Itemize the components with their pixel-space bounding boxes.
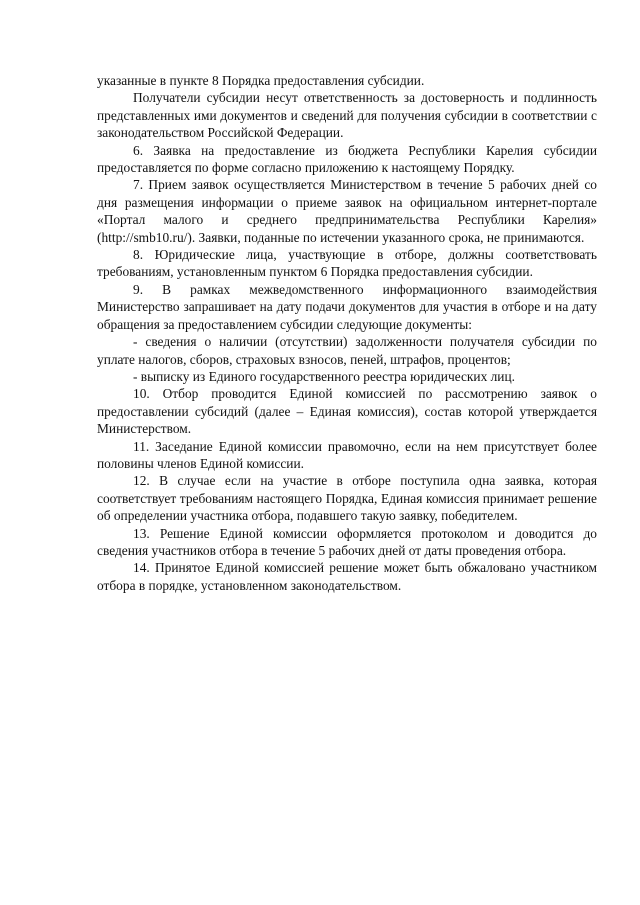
paragraph-item-6: 6. Заявка на предоставление из бюджета Республики Карелия субсидии предоставляется по форме согласно приложению к настоящему Порядку. bbox=[97, 142, 597, 176]
paragraph-item-8: 8. Юридические лица, участвующие в отборе, должны соответствовать требованиям, установленным пунктом 6 Порядка предоставления субсидии. bbox=[97, 247, 597, 280]
paragraph-item-9-bullet-2: - выписку из Единого государственного реестра юридических лиц. bbox=[133, 368, 515, 384]
paragraph-item-12: 12. В случае если на участие в отборе поступила одна заявка, которая соответствует требованиям настоящего Порядка, Единая комиссия принимает решение об определении участника отбора, подавшего такую заявку, победителем. bbox=[97, 473, 597, 524]
paragraph-item-13: 13. Решение Единой комиссии оформляется протоколом и доводится до сведения участников отбора в течение 5 рабочих дней от даты проведения отбора. bbox=[97, 525, 597, 558]
paragraph-item-10: 10. Отбор проводится Единой комиссией по рассмотрению заявок о предоставлении субсидий (далее – Единая комиссия), состав которой утверждается Министерством. bbox=[97, 386, 597, 437]
paragraph-item-9: 9. В рамках межведомственного информационного взаимодействия Министерство запрашивает на дату подачи документов для участия в отборе и на дату обращения за предоставлением субсидии следующие документы: bbox=[97, 281, 597, 332]
document-body bbox=[97, 72, 597, 594]
paragraph-item-9-bullet-1: - сведения о наличии (отсутствии) задолженности получателя субсидии по уплате налогов, сборов, страховых взносов, пеней, штрафов, процентов; bbox=[97, 334, 597, 367]
paragraph-item-11: 11. Заседание Единой комиссии правомочно, если на нем присутствует более половины членов Единой комиссии. bbox=[97, 438, 597, 471]
paragraph-responsibility: Получатели субсидии несут ответственность за достоверность и подлинность представленных ими документов и сведений для получения субсидии в соответствии с законодательством Российской Федерации. bbox=[97, 90, 597, 141]
paragraph-continuation: указанные в пункте 8 Порядка предоставления субсидии. bbox=[97, 73, 425, 88]
paragraph-item-7: 7. Прием заявок осуществляется Министерством в течение 5 рабочих дней со дня размещения информации о приеме заявок на официальном интернет-портале «Портал малого и среднего предпринимательства Республики Карелия» (http://smb10.ru/). Заявки, поданные по истечении указанного срока, не принимаются. bbox=[97, 177, 597, 245]
paragraph-item-14: 14. Принятое Единой комиссией решение может быть обжаловано участником отбора в порядке, установленном законодательством. bbox=[97, 560, 597, 593]
